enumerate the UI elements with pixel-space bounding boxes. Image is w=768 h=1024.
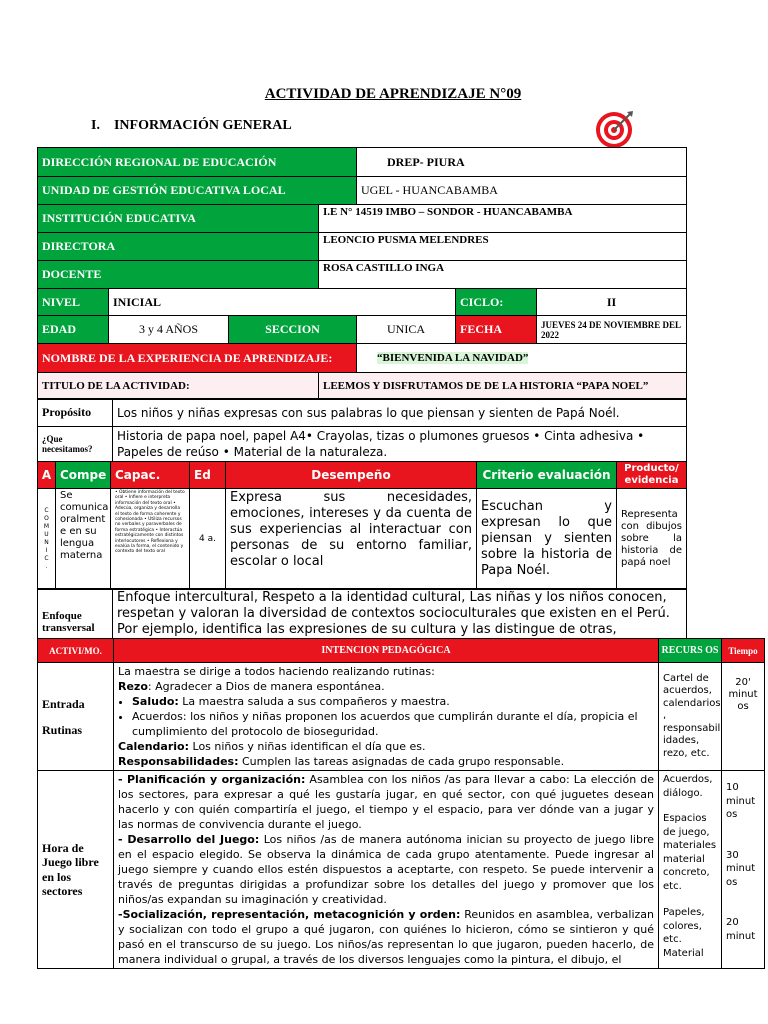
row-dre	[38, 148, 687, 177]
saludo-text: La maestra saluda a sus compañeros y maestra.	[178, 695, 450, 708]
section-heading	[91, 118, 292, 134]
responsabilidades-text: Cumplen las tareas asignadas de cada grupo responsable.	[238, 755, 565, 768]
row-entrada	[38, 663, 765, 771]
row-juego-libre	[38, 771, 765, 969]
desarrollo-title: - Desarrollo del Juego:	[118, 833, 260, 846]
target-icon	[594, 108, 636, 150]
row-edad	[38, 316, 687, 344]
rezo-title: Rezo	[118, 680, 148, 693]
desarrollo	[118, 832, 654, 907]
header-tiempo: Tiempo	[722, 639, 765, 663]
entrada-label-a: Entrada	[42, 696, 85, 711]
desempeno-value: Expresa sus necesidades, emociones, intereses y da cuenta de sus experiencias al interactuar con personas de su entorno familiar, escolar o local	[226, 489, 477, 590]
entrada-rezo	[118, 679, 654, 694]
responsabilidades-title: Responsabilidades:	[118, 755, 239, 768]
competencia-value: Se comunica oralment e en su lengua materna	[56, 489, 111, 590]
docente-label: DOCENTE	[38, 261, 319, 289]
entrada-recursos: Cartel de acuerdos, calendarios , responsabil idades, rezo, etc.	[659, 663, 722, 771]
header-edad: Ed	[190, 462, 226, 489]
row-directora	[38, 233, 687, 261]
competencies-row	[38, 489, 687, 590]
edad-label: EDAD	[38, 316, 109, 344]
desarrollo-text: Los niños /as de manera autónoma inician su proyecto de juego libre en el espacio elegido. Se observa la dinámica de cada grupo atentamente. Puede ingresar al juego siempre y cuando ellos estén dispuestos a aceptarte, con respeto. Se puede intervenir a través de preguntas dirigidas a profundizar sobre los detalles del juego y promover que los niños/as expandan su imaginación y creatividad.	[118, 833, 654, 906]
entrada-intro: La maestra se dirige a todos haciendo realizando rutinas:	[118, 665, 435, 678]
row-nivel	[38, 289, 687, 316]
juego-libre-tiempo	[722, 771, 765, 969]
row-proposito	[38, 399, 687, 427]
enfoque-label: Enfoque transversal	[38, 589, 113, 656]
seccion-value: UNICA	[357, 316, 456, 344]
producto-value: Representa con dibujos sobre la historia de papá noel	[617, 489, 687, 590]
ciclo-label: CICLO:	[456, 289, 537, 316]
calendario-text: Los niños y niñas identifican el día que es.	[189, 740, 426, 753]
experiencia-label: NOMBRE DE LA EXPERIENCIA DE APRENDIZAJE:	[38, 344, 357, 373]
juego-libre-recursos	[659, 771, 722, 969]
activities-table	[37, 638, 765, 969]
saludo-title: Saludo:	[132, 695, 179, 708]
nivel-value: INICIAL	[109, 289, 456, 316]
header-competencia: Compe	[56, 462, 111, 489]
recursos-acuerdos: Acuerdos, diálogo.	[663, 774, 713, 799]
capacidades-value: • Obtiene información del texto oral • Infiere e interpreta información del texto oral • Adecúa, organiza y desarrolla el texto de forma coherente y cohesionada • Utiliza recursos no verbales y paraverbales de forma estratégica • Interactúa estratégicamente con distintos interlocutores • Reflexiona y evalúa la forma, el contenido y contexto del texto oral	[111, 489, 190, 590]
titulo-value: LEEMOS Y DISFRUTAMOS DE DE LA HISTORIA “PAPA NOEL”	[319, 373, 687, 400]
header-intencion: INTENCION PEDAGÓGICA	[114, 639, 659, 663]
entrada-calendario	[118, 739, 654, 754]
entrada-tiempo: 20' minut os	[722, 663, 765, 771]
calendario-title: Calendario:	[118, 740, 190, 753]
edad-competencia-value: 4 a.	[190, 489, 226, 590]
socializacion-title: -Socialización, representación, metacognición y orden:	[118, 908, 461, 921]
header-criterio: Criterio evaluación	[477, 462, 617, 489]
nivel-label: NIVEL	[38, 289, 109, 316]
row-experiencia	[38, 344, 687, 373]
juego-libre-label: Hora de Juego libre en los sectores	[38, 771, 114, 969]
proposito-label: Propósito	[38, 399, 113, 427]
document-title: ACTIVIDAD DE APRENDIZAJE N°09	[264, 86, 522, 102]
ciclo-value: II	[537, 289, 687, 316]
header-producto: Producto/ evidencia	[617, 462, 687, 489]
general-info-table	[37, 147, 687, 400]
socializacion	[118, 907, 654, 967]
header-area: A	[38, 462, 56, 489]
experiencia-value: “BIENVENIDA LA NAVIDAD”	[377, 352, 529, 364]
ie-label: INSTITUCIÓN EDUCATIVA	[38, 205, 319, 233]
seccion-label: SECCION	[229, 316, 357, 344]
directora-value: LEONCIO PUSMA MELENDRES	[319, 233, 687, 261]
activities-header	[38, 639, 765, 663]
entrada-responsabilidades	[118, 754, 654, 769]
area-value: C O M U N I C .	[38, 489, 56, 590]
list-item: • Acuerdos: los niños y niñas proponen los acuerdos que cumplirán durante el día, propicia el cumplimiento del protocolo de bioseguridad.	[132, 709, 654, 739]
entrada-label-b: Rutinas	[42, 722, 83, 737]
rezo-text: : Agradecer a Dios de manera espontánea.	[147, 680, 385, 693]
header-capacidades: Capac.	[111, 462, 190, 489]
list-item	[132, 694, 654, 709]
header-desempeno: Desempeño	[226, 462, 477, 489]
enfoque-value: Enfoque intercultural, Respeto a la identidad cultural, Las niñas y los niños conocen, respetan y valoran la diversidad de contextos socioculturales que existen en el Perú. Por ejemplo, identifica las expresiones de su cultura y las distingue de otras,	[113, 589, 687, 656]
experiencia-value-cell	[357, 344, 687, 373]
section-number: I.	[91, 118, 100, 133]
recursos-papeles: Papeles, colores, etc. Material	[663, 907, 705, 959]
titulo-label: TITULO DE LA ACTIVIDAD:	[38, 373, 319, 400]
proposito-value: Los niños y niñas expresas con sus palabras lo que piensan y sienten de Papá Noél.	[113, 399, 687, 427]
planificacion	[118, 772, 654, 832]
competencies-header	[38, 462, 687, 489]
header-actividad: ACTIVI/MO.	[38, 639, 114, 663]
row-docente	[38, 261, 687, 289]
tiempo-socializacion: 20 minut	[726, 917, 756, 942]
criterio-value: Escuchan y expresan lo que piensan y sienten sobre la historia de Papa Noél.	[477, 489, 617, 590]
entrada-list	[118, 694, 654, 739]
dre-value: DREP- PIURA	[357, 148, 687, 177]
juego-libre-intencion	[114, 771, 659, 969]
planificacion-text: Asamblea con los niños /as para llevar a cabo: La elección de los sectores, para expresar a qué les gustaría jugar, en qué sector, con qué juguetes desean hacerlo y con quién compartiría el juego, el tiempo y el espacio, para ver dónde van a jugar y las normas de convivencia durante el juego.	[118, 773, 654, 831]
row-necesitamos	[38, 427, 687, 462]
fecha-value: JUEVES 24 DE NOVIEMBRE DEL 2022	[537, 316, 687, 344]
ugel-value: UGEL - HUANCABAMBA	[357, 177, 687, 205]
tiempo-planificacion: 10 minut os	[726, 782, 756, 820]
edad-value: 3 y 4 AÑOS	[109, 316, 229, 344]
recursos-espacios: Espacios de juego, materiales material concreto, etc.	[663, 813, 717, 892]
section-title: INFORMACIÓN GENERAL	[113, 118, 292, 133]
necesitamos-label: ¿Que necesitamos?	[38, 427, 113, 462]
tiempo-desarrollo: 30 minut os	[726, 849, 756, 888]
header-recursos: RECURS OS	[659, 639, 722, 663]
planificacion-title: - Planificación y organización:	[118, 773, 306, 786]
entrada-intencion	[114, 663, 659, 771]
fecha-label: FECHA	[456, 316, 537, 344]
row-ugel	[38, 177, 687, 205]
competencies-table	[37, 461, 687, 590]
socializacion-text: Reunidos en asamblea, verbalizan y socializan con todo el grupo a qué jugaron, con quiénes lo hicieron, cómo se sintieron y qué pasó en el transcurso de su juego. Los niños/as representan lo que jugaron, pueden hacerlo, de manera individual o grupal, a través de los diversos lenguajes como la pintura, el dibujo, el	[118, 908, 654, 966]
entrada-label	[38, 663, 114, 771]
ugel-label: UNIDAD DE GESTIÓN EDUCATIVA LOCAL	[38, 177, 357, 205]
docente-value: ROSA CASTILLO INGA	[319, 261, 687, 289]
ie-value: I.E N° 14519 IMBO – SONDOR - HUANCABAMBA	[319, 205, 687, 233]
dre-label: DIRECCIÓN REGIONAL DE EDUCACIÓN	[38, 148, 357, 177]
directora-label: DIRECTORA	[38, 233, 319, 261]
row-ie	[38, 205, 687, 233]
purpose-table	[37, 398, 687, 462]
necesitamos-value: Historia de papa noel, papel A4• Crayolas, tizas o plumones gruesos • Cinta adhesiva • Papeles de reúso • Material de la naturaleza.	[113, 427, 687, 462]
row-titulo	[38, 373, 687, 400]
